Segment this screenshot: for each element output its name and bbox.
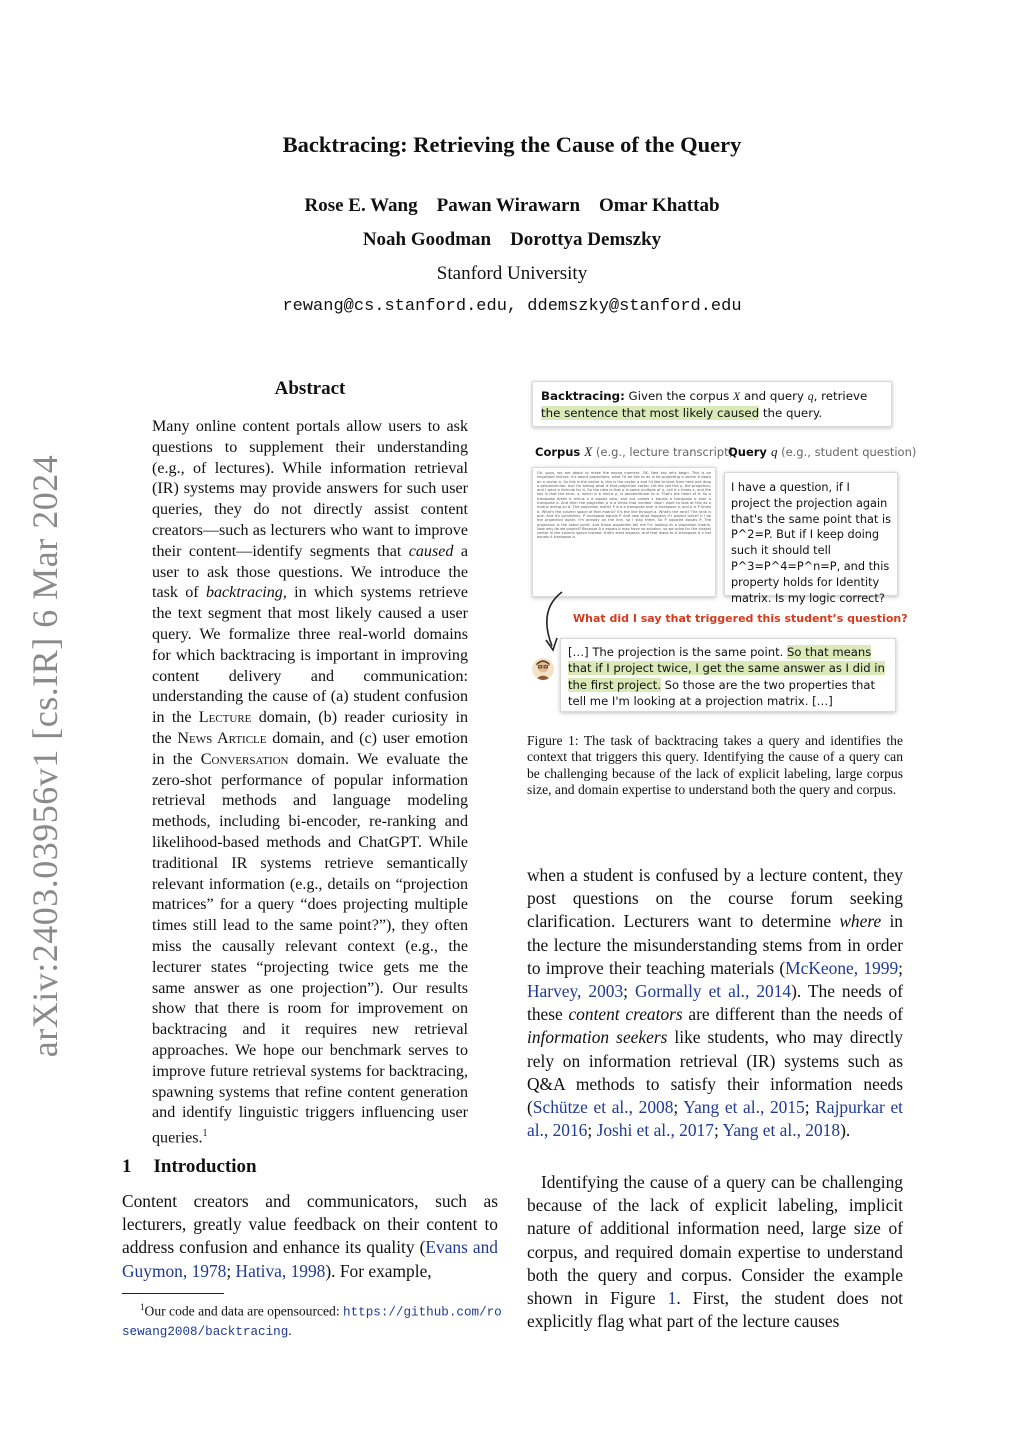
author-emails: rewang@cs.stanford.edu, ddemszky@stanford.edu (282, 297, 742, 316)
citation-link[interactable]: Joshi et al., 2017 (596, 1120, 714, 1141)
lecture-answer-card: […] The projection is the same point. So that means that if I project twice, I get the same answer as I did in the first project. So those are the two properties that tell me I'm looking at a projection matrix. […] (560, 638, 896, 712)
answer-highlight: So that means that if I project twice, I get the same answer as I did in the first project. (568, 645, 885, 692)
paper-title: Backtracing: Retrieving the Cause of the Query (282, 132, 742, 157)
student-query-text: I have a question, if I project the projection again that's the same point that is P^2=P. But if I keep doing such it should tell P^3=P^4=P^n=P, and this property holds for Identity matrix. Is my logic correct? (731, 481, 891, 605)
trigger-question: What did I say that triggered this student’s question? (573, 612, 908, 625)
corpus-label-row: Corpus X (e.g., lecture transcript) (531, 442, 731, 462)
intro-paragraph-3: Identifying the cause of a query can be challenging because of the lack of explicit labeling, implicit nature of additional information need, large size of corpus, and required domain expertise to understand both the query and corpus. Consider the example shown in Figure 1. First, the student does not explicitly flag what part of the lecture causes (527, 1172, 903, 1332)
corpus-transcript-card (532, 467, 716, 597)
corpus-transcript-text: Oh, guys, we are about to make the wrong moment. OK. Ned say let's begin. This is an important lecture, it's about projections, what I'd be like to do is be projecting a vector b down on a vector a. So this is the vector b, this is the vector a and I'd like to start from here and drop a perpendicular, and I'm asking what is that projection vector. Let me call this p, the projection, and I want a formula for it. So the idea is that p is some multiple of a, call it x times a, and the key is that the error, e, which is b minus p, is perpendicular to a. That's the heart of it. So a transpose times b minus x a equals zero, and out comes x equals a transpose b over a transpose a. And then the projection p is a times that number. Now I want to look at this as a matrix acting on b. The projection matrix P is a a transpose over a transpose a, and p is P times b. What's the column space of that matrix? It's the line through a. What's the rank? The rank is one. And it's symmetric, P transpose equals P. And now what happens if I project twice? If I do the projection again, I'm already on the line, so I stay there. So P squared equals P. The projection is the same point. And those properties tell me I'm looking at a projection matrix. Now why do we project? Because A x equals b may have no solution, so we solve for the closest vector in the column space instead, that's least squares, and that leads to A transpose A x hat equals A transpose b. (537, 471, 711, 540)
intro-paragraph-2: when a student is confused by a lecture content, they post questions on the course forum seeking clarification. Lecturers want to determine where in the lecture the misunderstanding stems from in order to improve their teaching materials (McKeone, 1999; Harvey, 2003; Gormally et al., 2014). The needs of these content creators are different than the needs of information seekers like students, who may directly rely on information retrieval (IR) systems such as Q&A methods to satisfy their information needs (Schütze et al., 2008; Yang et al., 2015; Rajpurkar et al., 2016; Joshi et al., 2017; Yang et al., 2018). (527, 865, 904, 1141)
figure-reference-link[interactable]: 1 (667, 1288, 677, 1309)
citation-link[interactable]: McKeone, 1999 (785, 957, 899, 978)
citation-link[interactable]: Yang et al., 2015 (683, 1097, 805, 1118)
footnote-rule (122, 1293, 224, 1294)
arxiv-side-label: arXiv:2403.03956v1 [cs.IR] 6 Mar 2024 (25, 454, 65, 1058)
footnote: $^1$Our code and data are opensourced: https://github.com/rosewang2008/backtracing. (122, 1302, 502, 1339)
footnote-mark: 1 (202, 1128, 208, 1140)
citation-link[interactable]: Gormally et al., 2014 (634, 981, 792, 1002)
student-query-card (724, 472, 898, 605)
repo-url-link[interactable]: https://github.com/rosewang2008/backtracing (122, 1305, 502, 1339)
abstract-body: Many online content portals allow users to ask questions to supplement their understanding (e.g., of lectures). While information retrieval (IR) systems may provide answers for such user queries, they do not directly assist content creators—such as lecturers who want to improve their content—identify segments that caused a user to ask those questions. We introduce the task of backtracing, in which systems retrieve the text segment that most likely caused a user query. We formalize three real-world domains for which backtracing is important in improving content delivery and communication: understanding the cause of (a) student confusion in the Lecture domain, (b) reader curiosity in the News Article domain, and (c) user emotion in the Conversation domain. We evaluate the zero-shot performance of popular information retrieval methods and language modeling methods, including bi-encoder, re-ranking and likelihood-based methods and ChatGPT. While traditional IR systems retrieve semantically relevant information (e.g., details on “projection matrices” for a query “does projecting multiple times still lead to the same point?”), they often miss the causally relevant context (e.g., the lecturer states “projecting twice gets me the same answer as one projection”). Our results show that there is room for improvement on backtracing and it requires new retrieval approaches. We hope our benchmark serves to improve future retrieval systems for backtracing, spawning systems that refine content generation and identify linguistic triggers influencing user queries.$^1$ (152, 418, 469, 1147)
authors-line-1: Rose E. Wang Pawan Wirawarn Omar Khattab (304, 195, 720, 216)
affiliation: Stanford University (436, 263, 588, 284)
abstract-heading: Abstract (274, 378, 346, 399)
lecturer-avatar-icon (532, 658, 554, 680)
citation-link[interactable]: Evans and Guymon, 1978 (122, 1237, 498, 1281)
intro-paragraph-1: Content creators and communicators, such as lecturers, greatly value feedback on their content to address confusion and enhance its quality (Evans and Guymon, 1978; Hativa, 1998). For example, (122, 1191, 498, 1281)
citation-link[interactable]: Hativa, 1998 (235, 1260, 326, 1281)
section-heading-introduction: 1 Introduction (122, 1156, 257, 1177)
figure-1-caption: Figure 1: The task of backtracing takes a query and identifies the context that triggers this query. Identifying the cause of a query can be challenging because of the lack of explicit labeling, large corpus size, and domain expertise to understand both the query and corpus. (527, 733, 904, 798)
citation-link[interactable]: Rajpurkar et al., 2016 (527, 1097, 903, 1141)
query-label-row: Query q (e.g., student question) (724, 442, 904, 462)
authors-line-2: Noah Goodman Dorottya Demszky (362, 229, 662, 250)
citation-link[interactable]: Schütze et al., 2008 (532, 1097, 674, 1118)
citation-link[interactable]: Harvey, 2003 (527, 981, 624, 1002)
figure-task-definition-card: Backtracing: Given the corpus X and query q, retrieve the sentence that most likely caused the query. (532, 381, 892, 427)
citation-link[interactable]: Yang et al., 2018 (722, 1120, 841, 1141)
